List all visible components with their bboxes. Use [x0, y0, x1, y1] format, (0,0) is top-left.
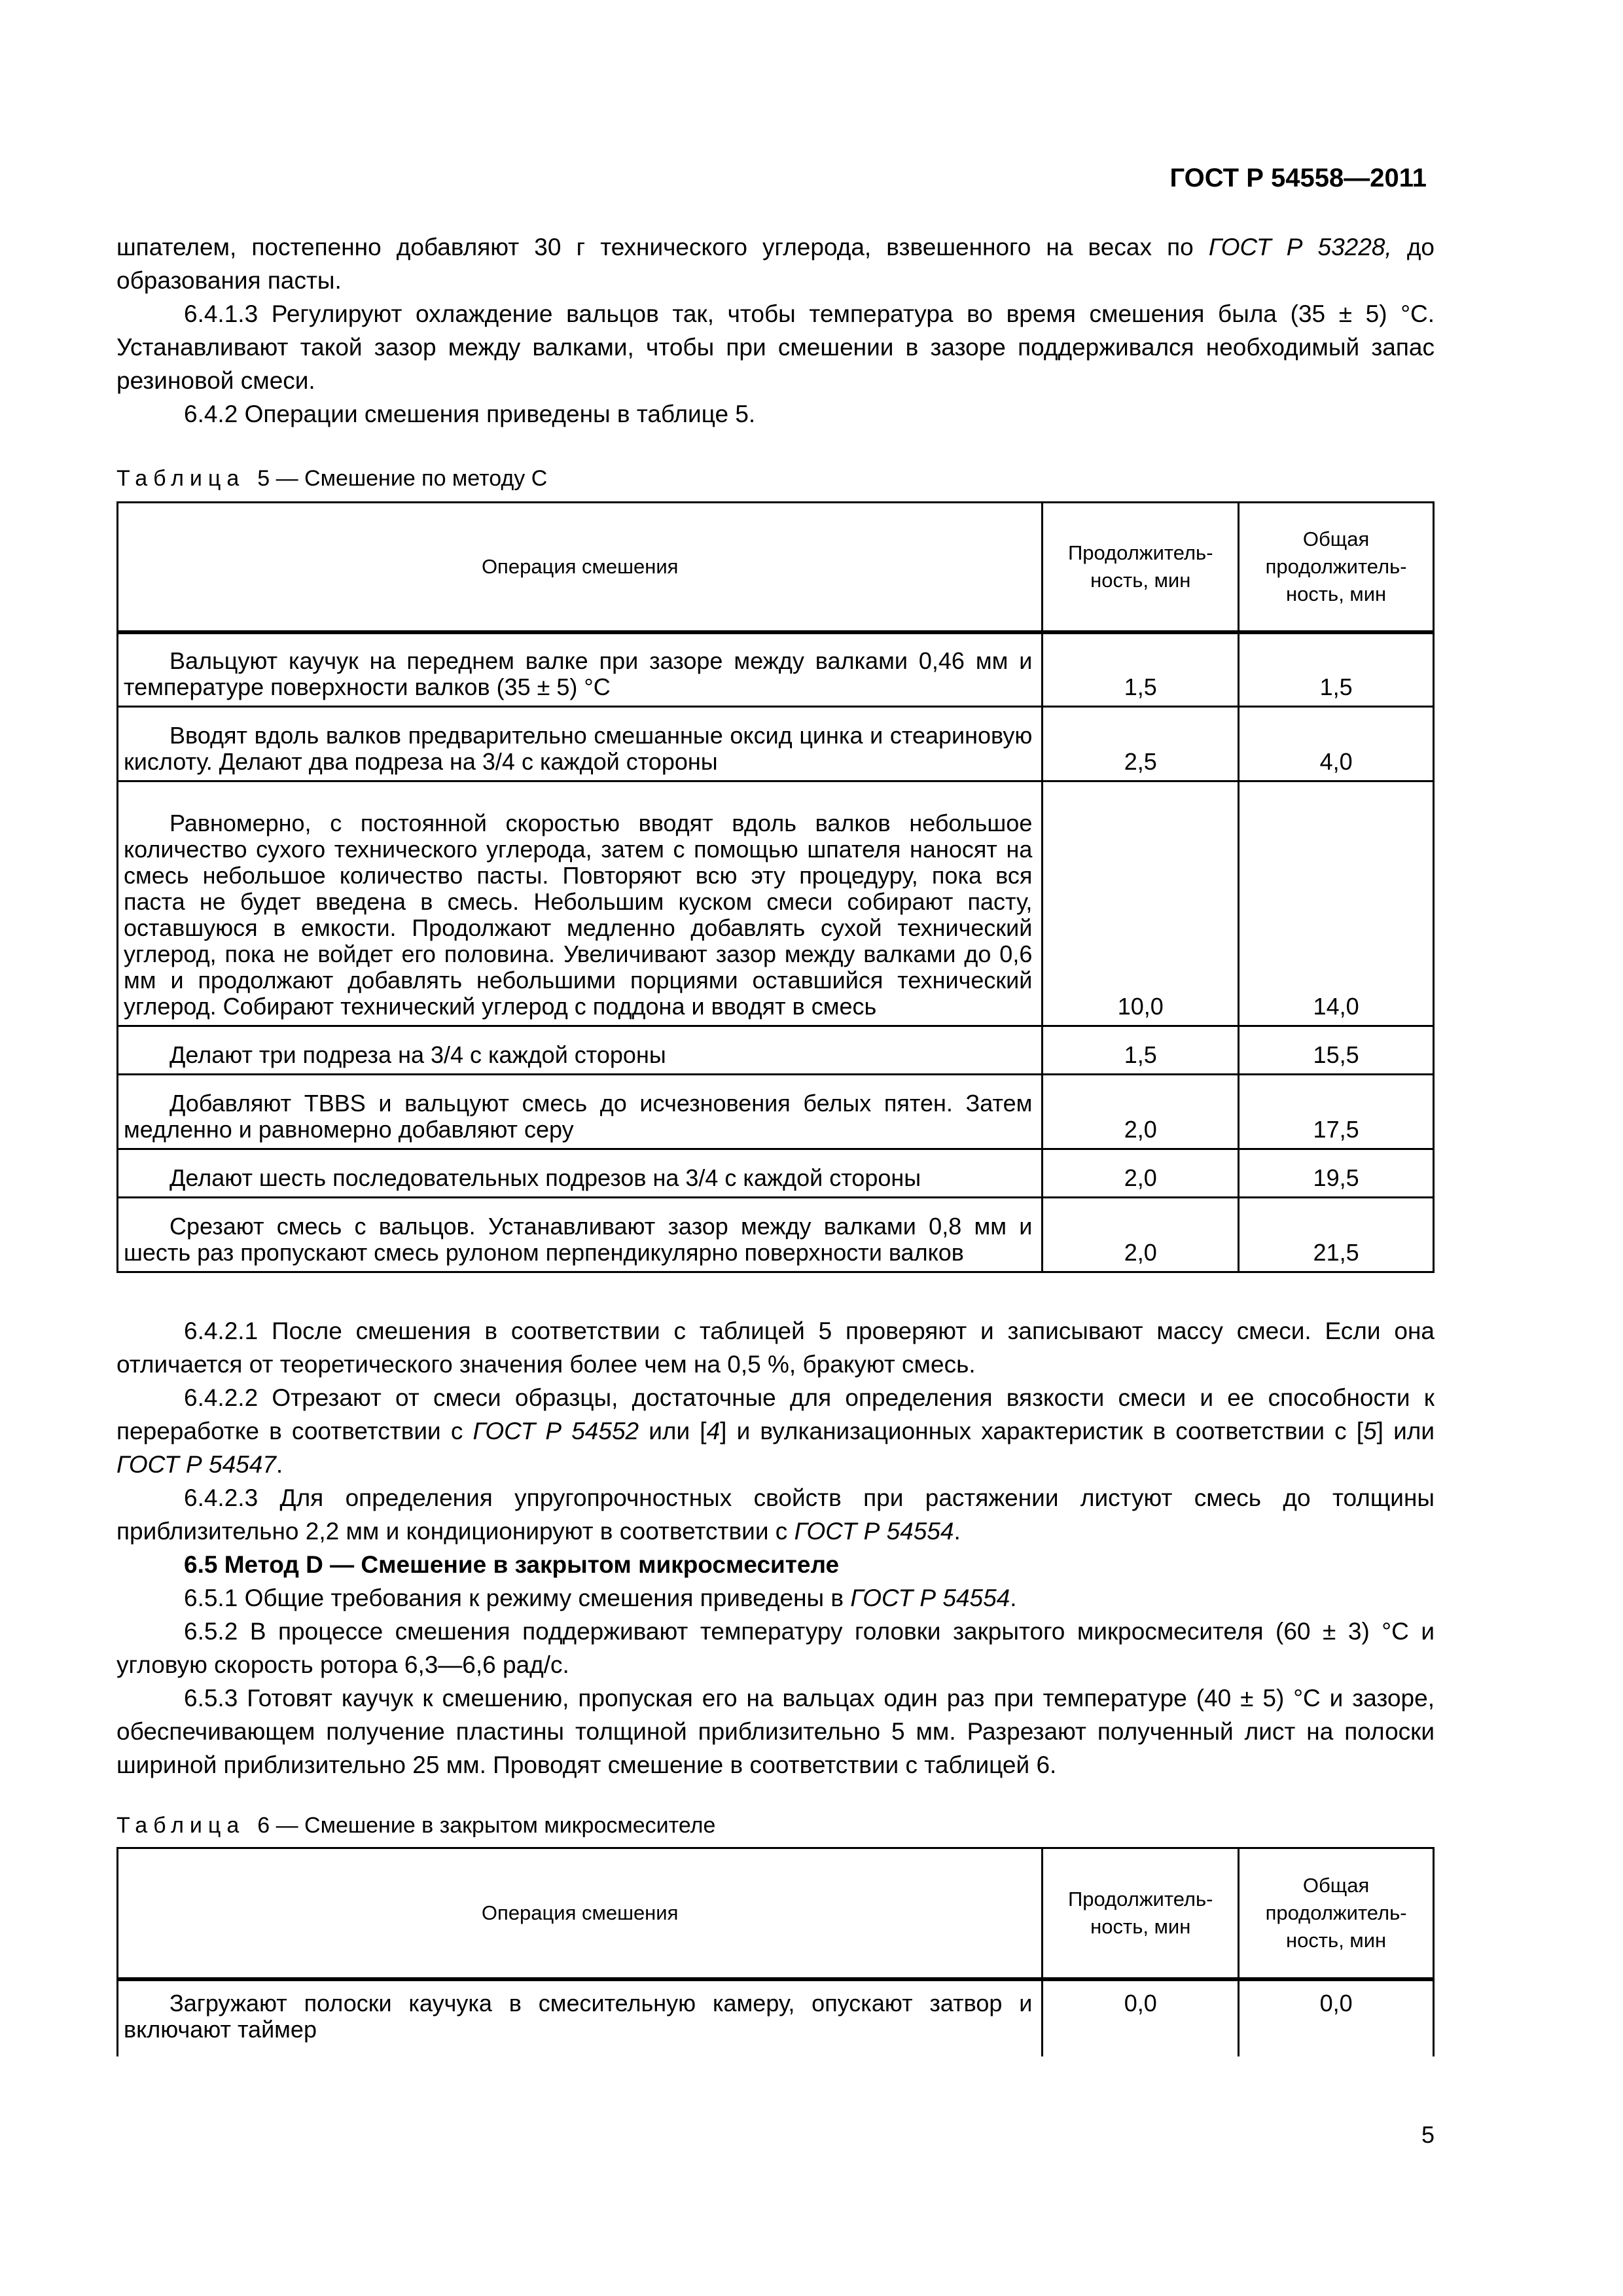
standard-reference: ГОСТ Р 53228, — [1208, 234, 1392, 260]
paragraph-6-4-2-1: 6.4.2.1 После смешения в соответствии с таблицей 5 проверяют и записывают массу смеси. Если она отличается от теоретического значения более чем на 0,5 %, бракуют смесь. — [116, 1318, 1435, 1378]
table-row: Вальцуют каучук на переднем валке при зазоре между валками 0,46 мм и температуре поверхности валков (35 ± 5) °С 1,5 1,5 — [118, 632, 1434, 707]
table5-header-total: Общая продолжитель-ность, мин — [1239, 503, 1434, 632]
table-row: Добавляют TBBS и вальцуют смесь до исчезновения белых пятен. Затем медленно и равномерно добавляют серу 2,0 17,5 — [118, 1075, 1434, 1149]
paragraph-6-5-2: 6.5.2 В процессе смешения поддерживают температуру головки закрытого микросмесителя (60 ± 3) °С и угловую скорость ротора 6,3—6,6 рад/с. — [116, 1618, 1435, 1678]
table-row: Делают три подреза на 3/4 с каждой стороны 1,5 15,5 — [118, 1026, 1434, 1075]
table-row: Загружают полоски каучука в смесительную камеру, опускают затвор и включают таймер 0,0 0,0 — [118, 1979, 1434, 2056]
table5-caption: Таблица 5 — Смешение по методу С — [116, 466, 548, 491]
table6-caption: Таблица 6 — Смешение в закрытом микросмесителе — [116, 1813, 716, 1838]
document-id-header: ГОСТ Р 54558—2011 — [1169, 164, 1427, 192]
table6-header-operation: Операция смешения — [118, 1848, 1043, 1979]
table-row: Срезают смесь с вальцов. Устанавливают зазор между валками 0,8 мм и шесть раз пропускают смесь рулоном перпендикулярно поверхности валков 2,0 21,5 — [118, 1198, 1434, 1272]
section-heading-6-5: 6.5 Метод D — Смешение в закрытом микросмесителе — [184, 1551, 840, 1578]
section-paragraphs — [116, 1314, 1435, 1782]
table6-header-total: Общая продолжитель-ность, мин — [1239, 1848, 1434, 1979]
paragraph-6-5-1: 6.5.1 Общие требования к режиму смешения приведены в ГОСТ Р 54554. — [184, 1585, 1017, 1611]
paragraph-6-4-1-3: 6.4.1.3 Регулируют охлаждение вальцов так, чтобы температура во время смешения была (35 ± 5) °С. Устанавливают такой зазор между валками, чтобы при смешении в зазоре поддерживался необходимый запас резиновой смеси. — [116, 300, 1435, 394]
table5-header-operation: Операция смешения — [118, 503, 1043, 632]
paragraph-continuation: шпателем, постепенно добавляют 30 г технического углерода, взвешенного на весах по ГОСТ Р 53228, до образования пасты. — [116, 234, 1435, 294]
page-number: 5 — [1421, 2121, 1435, 2148]
table-row: Вводят вдоль валков предварительно смешанные оксид цинка и стеариновую кислоту. Делают два подреза на 3/4 с каждой стороны 2,5 4,0 — [118, 707, 1434, 781]
table-row: Равномерно, с постоянной скоростью вводят вдоль валков небольшое количество сухого технического углерода, затем с помощью шпателя наносят на смесь небольшое количество пасты. Повторяют всю эту процедуру, пока вся паста не будет введена в смесь. Небольшим куском смеси собирают пасту, оставшуюся в емкости. Продолжают медленно добавлять сухой технический углерод, пока не войдет его половина. Увеличивают зазор между валками до 0,6 мм и продолжают добавлять небольшими порциями оставшийся технический углерод. Собирают технический углерод с поддона и вводят в смесь 10,0 14,0 — [118, 781, 1434, 1026]
table6-header-duration: Продолжитель-ность, мин — [1043, 1848, 1239, 1979]
paragraph-6-4-2-2: 6.4.2.2 Отрезают от смеси образцы, достаточные для определения вязкости смеси и ее способности к переработке в соответствии с ГОСТ Р 54552 или [4] и вулканизационных характеристик в соответствии с [5] или ГОСТ Р 54547. — [116, 1384, 1435, 1478]
table5-header-duration: Продолжитель-ность, мин — [1043, 503, 1239, 632]
paragraph-6-4-2: 6.4.2 Операции смешения приведены в таблице 5. — [184, 401, 756, 427]
table5-mixing-method-c — [116, 501, 1435, 1273]
paragraph-6-5-3: 6.5.3 Готовят каучук к смешению, пропуская его на вальцах один раз при температуре (40 ± 5) °С и зазоре, обеспечивающем получение пластины толщиной приблизительно 5 мм. Разрезают полученный лист на полоски шириной приблизительно 25 мм. Проводят смешение в соответствии с таблицей 6. — [116, 1685, 1435, 1778]
paragraph-6-4-2-3: 6.4.2.3 Для определения упругопрочностных свойств при растяжении листуют смесь до толщины приблизительно 2,2 мм и кондиционируют в соответствии с ГОСТ Р 54554. — [116, 1484, 1435, 1545]
table-row: Делают шесть последовательных подрезов на 3/4 с каждой стороны 2,0 19,5 — [118, 1149, 1434, 1198]
intro-paragraphs — [116, 230, 1435, 431]
table6-closed-micromixer — [116, 1847, 1435, 2056]
